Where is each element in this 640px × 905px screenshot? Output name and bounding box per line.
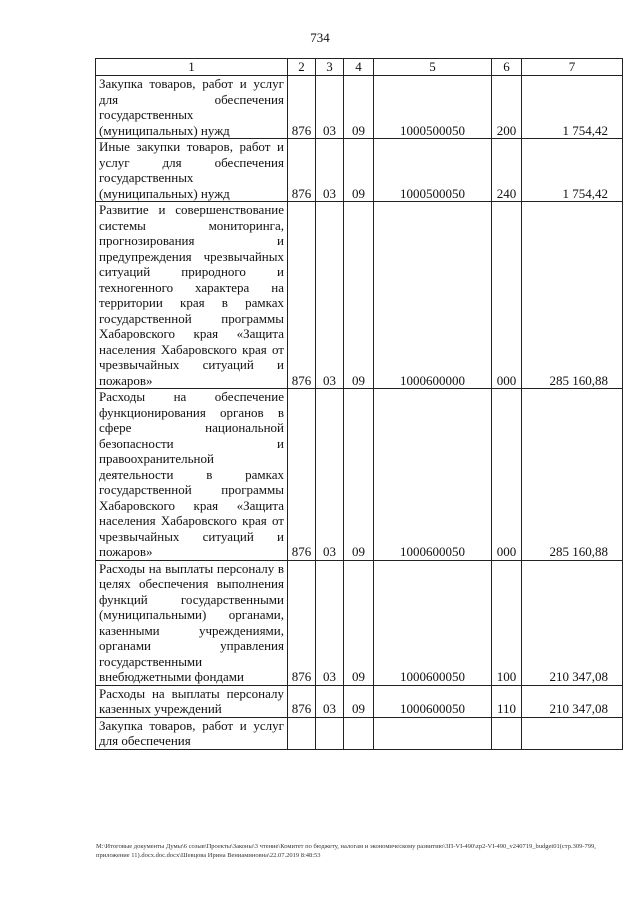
row-section: 03 (316, 685, 344, 717)
row-section (316, 717, 344, 749)
row-code: 876 (288, 389, 316, 561)
row-subsection: 09 (344, 389, 374, 561)
row-name: Иные закупки товаров, работ и услуг для обеспечения государственных (муниципальных) нужд (96, 139, 288, 202)
row-amount: 285 160,88 (522, 389, 623, 561)
header-col-6: 6 (492, 59, 522, 76)
header-col-5: 5 (374, 59, 492, 76)
header-col-1: 1 (96, 59, 288, 76)
header-col-2: 2 (288, 59, 316, 76)
page-number: 734 (310, 30, 330, 45)
table-row (96, 685, 623, 717)
row-amount: 285 160,88 (522, 202, 623, 389)
table-row (96, 389, 623, 561)
row-expense-type: 110 (492, 685, 522, 717)
row-code: 876 (288, 202, 316, 389)
document-path-footer: M:\Итоговые документы Думы\6 созыв\Проекты\Законы\3 чтение\Комитет по бюджету, налогам и экономическому развитию\3П-VI-490\zp2-VI-490_v240719_budget01(стр.309-799, приложение 11).docx.doc.docx\Шевцова Ирина Вениаминовна\22.07.2019 8:48:53 (96, 843, 596, 859)
row-expense-type (492, 717, 522, 749)
row-target-article: 1000500050 (374, 76, 492, 139)
header-col-7: 7 (522, 59, 623, 76)
row-name: Закупка товаров, работ и услуг для обеспечения государственных (муниципальных) нужд (96, 76, 288, 139)
row-amount: 1 754,42 (522, 76, 623, 139)
row-name: Закупка товаров, работ и услуг для обеспечения (96, 717, 288, 749)
table-row (96, 202, 623, 389)
row-expense-type: 200 (492, 76, 522, 139)
row-expense-type: 240 (492, 139, 522, 202)
row-subsection: 09 (344, 560, 374, 685)
row-name: Расходы на выплаты персоналу казенных учреждений (96, 685, 288, 717)
row-target-article: 1000600050 (374, 560, 492, 685)
row-amount: 1 754,42 (522, 139, 623, 202)
row-subsection: 09 (344, 685, 374, 717)
row-amount: 210 347,08 (522, 560, 623, 685)
header-col-3: 3 (316, 59, 344, 76)
row-target-article: 1000600050 (374, 389, 492, 561)
row-code: 876 (288, 685, 316, 717)
row-name: Расходы на обеспечение функционирования органов в сфере национальной безопасности и правоохранительной деятельности в рамках государственной программы Хабаровского края «Защита населения Хабаровского края от чрезвычайных ситуаций и пожаров» (96, 389, 288, 561)
table-header-row (96, 59, 623, 76)
row-expense-type: 000 (492, 202, 522, 389)
row-target-article (374, 717, 492, 749)
row-section: 03 (316, 139, 344, 202)
row-name: Развитие и совершенствование системы мониторинга, прогнозирования и предупреждения чрезвычайных ситуаций природного и техногенного характера на территории края в рамках государственной программы Хабаровского края «Защита населения Хабаровского края от чрезвычайных ситуаций и пожаров» (96, 202, 288, 389)
row-expense-type: 000 (492, 389, 522, 561)
row-code (288, 717, 316, 749)
row-amount (522, 717, 623, 749)
row-target-article: 1000500050 (374, 139, 492, 202)
table-row (96, 717, 623, 749)
row-name: Расходы на выплаты персоналу в целях обеспечения выполнения функций государственными (муниципальными) органами, казенными учреждениями, органами управления государственными внебюджетными фондами (96, 560, 288, 685)
row-expense-type: 100 (492, 560, 522, 685)
row-subsection: 09 (344, 139, 374, 202)
row-code: 876 (288, 560, 316, 685)
row-section: 03 (316, 560, 344, 685)
row-subsection: 09 (344, 202, 374, 389)
row-section: 03 (316, 202, 344, 389)
row-target-article: 1000600000 (374, 202, 492, 389)
budget-table (95, 58, 623, 750)
row-subsection (344, 717, 374, 749)
row-section: 03 (316, 76, 344, 139)
row-section: 03 (316, 389, 344, 561)
row-subsection: 09 (344, 76, 374, 139)
row-amount: 210 347,08 (522, 685, 623, 717)
table-row (96, 76, 623, 139)
row-target-article: 1000600050 (374, 685, 492, 717)
table-row (96, 560, 623, 685)
table-row (96, 139, 623, 202)
header-col-4: 4 (344, 59, 374, 76)
row-code: 876 (288, 76, 316, 139)
row-code: 876 (288, 139, 316, 202)
